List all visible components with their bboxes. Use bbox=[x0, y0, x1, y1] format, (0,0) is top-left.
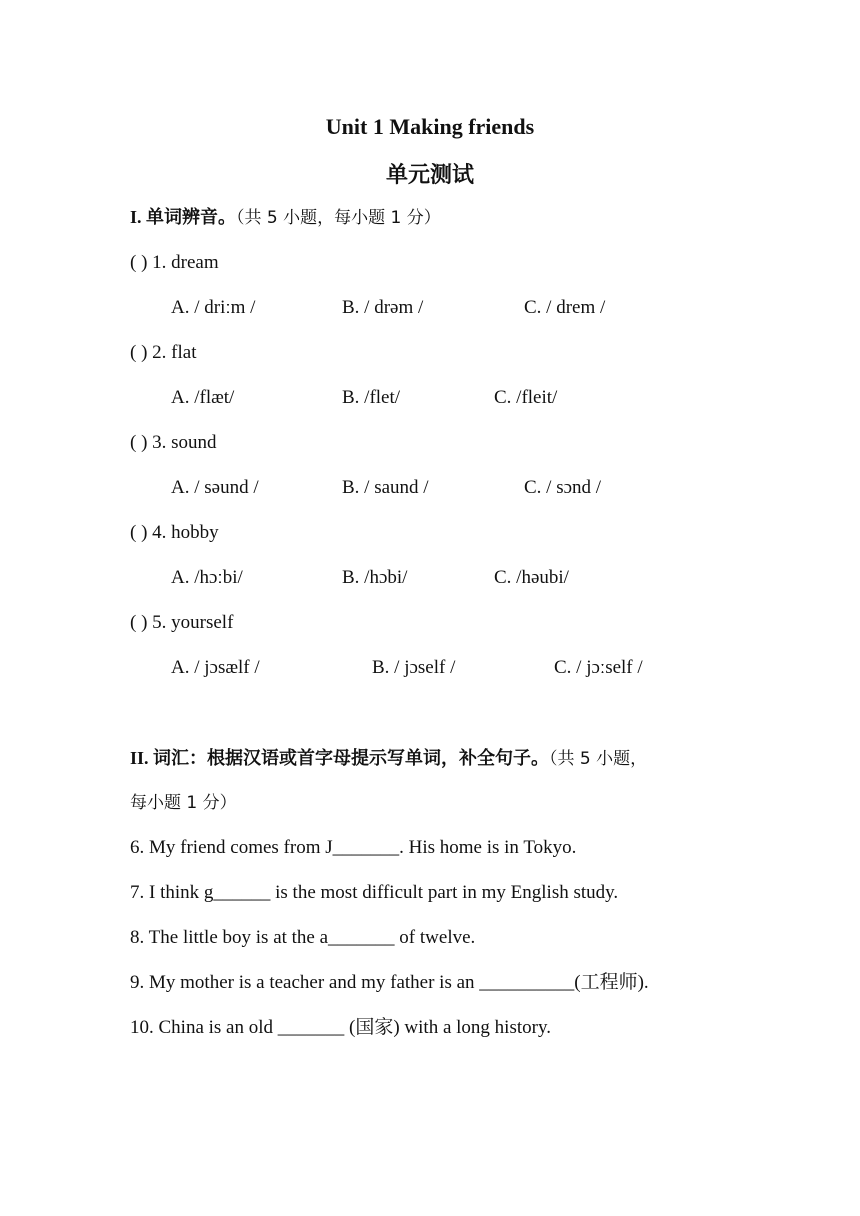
option-a: A. / səund / bbox=[171, 477, 259, 498]
fill-item-10: 10. China is an old _______ (国家) with a long history. bbox=[130, 1017, 551, 1038]
fill-item-6: 6. My friend comes from J_______. His home is in Tokyo. bbox=[130, 837, 577, 858]
section-2-number: II. bbox=[130, 748, 149, 768]
section-1-title: 单词辨音。 bbox=[146, 207, 237, 228]
option-c: C. /fleit/ bbox=[494, 387, 558, 408]
question-stem: 5. yourself bbox=[152, 612, 234, 633]
fill-item-7: 7. I think g______ is the most difficult part in my English study. bbox=[130, 882, 619, 903]
option-a: A. / jɔsælf / bbox=[171, 657, 260, 678]
option-a: A. /hɔːbi/ bbox=[171, 567, 243, 588]
option-c: C. /həubi/ bbox=[494, 567, 569, 588]
option-c: C. / sɔnd / bbox=[524, 477, 602, 498]
option-b: B. /flet/ bbox=[342, 387, 401, 408]
option-b: B. / drəm / bbox=[342, 297, 424, 318]
section-2-note: （共 5 小题， bbox=[549, 749, 648, 769]
question-5 bbox=[130, 610, 233, 636]
answer-bracket[interactable]: ( ) bbox=[130, 522, 148, 543]
option-b: B. /hɔbi/ bbox=[342, 567, 408, 588]
section-1-number: I. bbox=[130, 207, 142, 227]
question-1 bbox=[130, 250, 219, 276]
page-subtitle: 单元测试 bbox=[385, 163, 474, 188]
option-c: C. / jɔːself / bbox=[554, 657, 643, 678]
answer-bracket[interactable]: ( ) bbox=[130, 432, 148, 453]
question-stem: 3. sound bbox=[152, 432, 217, 453]
page-title: Unit 1 Making friends bbox=[325, 114, 535, 139]
section-1-note: （共 5 小题，每小题 1 分） bbox=[236, 208, 441, 228]
section-2-title: 词汇：根据汉语或首字母提示写单词，补全句子。 bbox=[153, 748, 550, 769]
answer-bracket[interactable]: ( ) bbox=[130, 252, 148, 273]
option-b: B. / jɔself / bbox=[372, 657, 456, 678]
section-2-note-continued: 每小题 1 分） bbox=[130, 793, 237, 813]
answer-bracket[interactable]: ( ) bbox=[130, 342, 148, 363]
fill-item-9: 9. My mother is a teacher and my father is an __________(工程师). bbox=[130, 972, 649, 993]
section-1-heading bbox=[130, 204, 441, 231]
question-2 bbox=[130, 340, 196, 366]
question-stem: 4. hobby bbox=[152, 522, 219, 543]
question-stem: 2. flat bbox=[152, 342, 197, 363]
fill-item-8: 8. The little boy is at the a_______ of twelve. bbox=[130, 927, 476, 948]
option-a: A. /flæt/ bbox=[171, 387, 235, 408]
option-a: A. / driːm / bbox=[171, 297, 256, 318]
question-3 bbox=[130, 430, 217, 456]
answer-bracket[interactable]: ( ) bbox=[130, 612, 148, 633]
option-b: B. / saund / bbox=[342, 477, 429, 498]
question-4 bbox=[130, 520, 219, 546]
question-stem: 1. dream bbox=[152, 252, 219, 273]
option-c: C. / drem / bbox=[524, 297, 606, 318]
section-2-heading bbox=[130, 745, 647, 772]
